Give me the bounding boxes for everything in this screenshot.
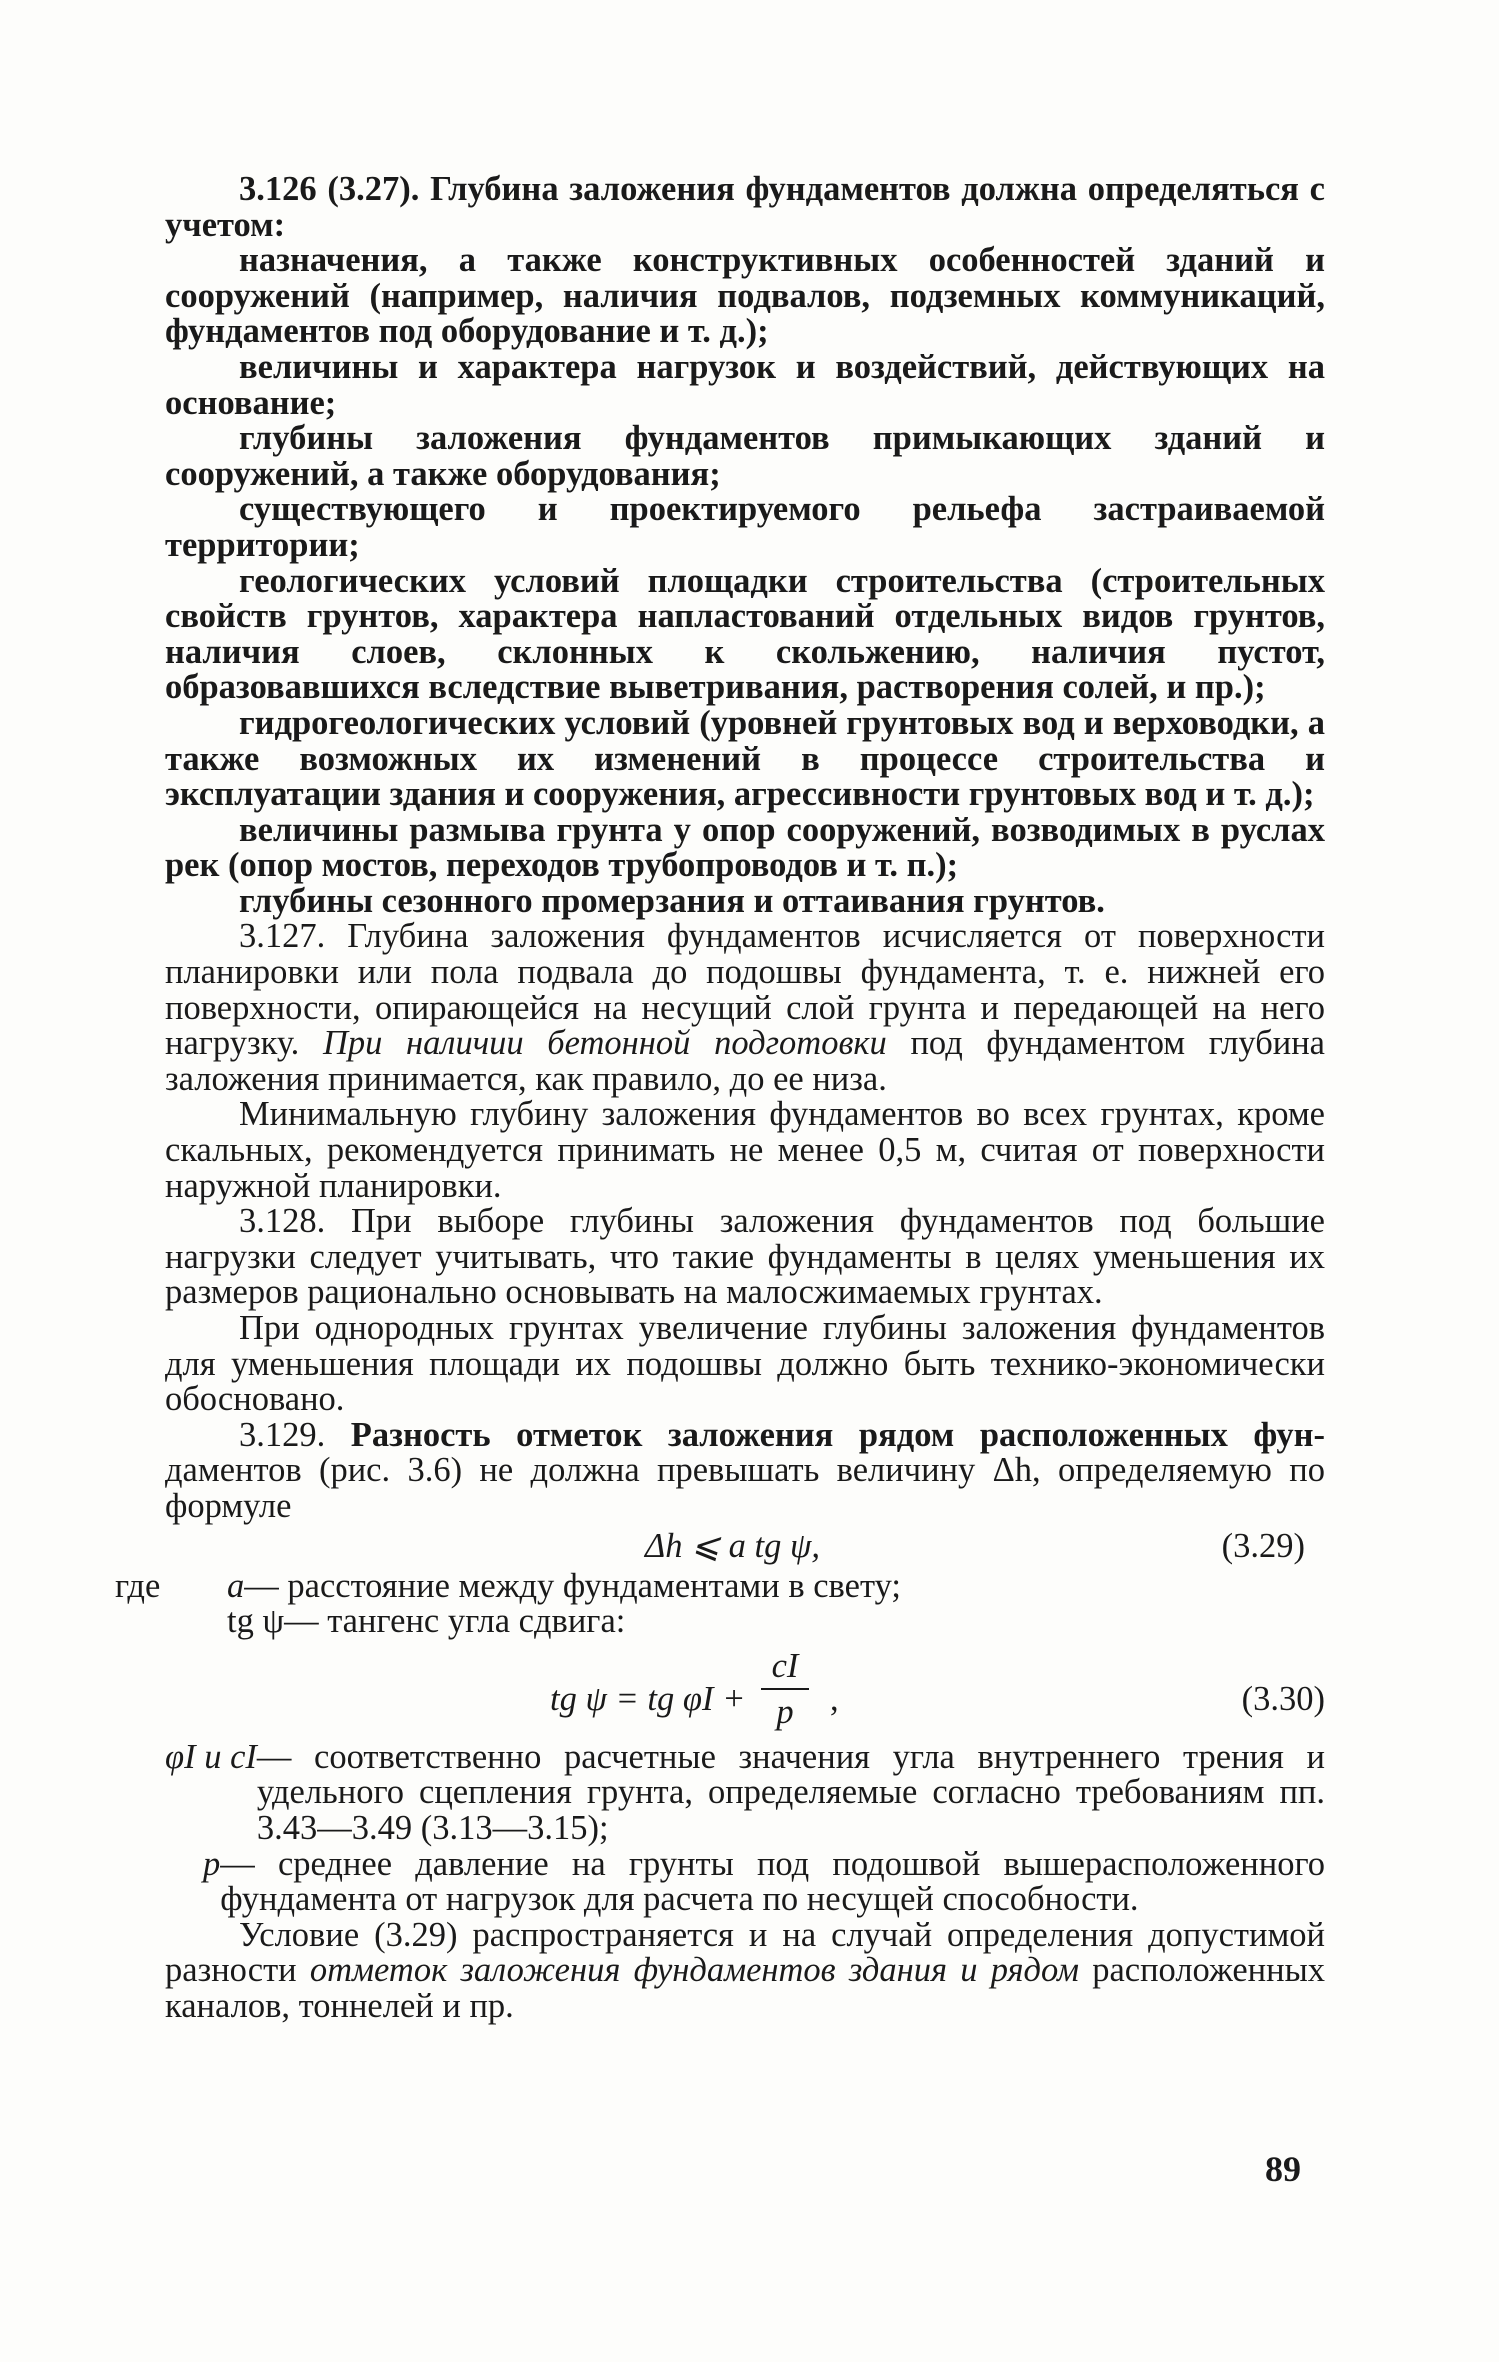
formula-3-29 (165, 1526, 1325, 1569)
section-3-127-text: 3.127. Глубина заложения фундаментов исчисляется от поверхности планировки или пола подвала до подошвы фундамента, т. е. нижней его поверхности, опирающейся на несущий слой грунта и передающей на него нагрузку. (165, 917, 1325, 1063)
definition-term: tg ψ (227, 1602, 285, 1641)
definition-term: p (203, 1844, 221, 1883)
definitions-block (115, 1566, 1325, 1641)
section-3-129-number: 3.129. (239, 1415, 326, 1454)
equation-number: (3.30) (1241, 1679, 1325, 1718)
definitions-block-2 (165, 1737, 1325, 1919)
equation-number: (3.29) (1221, 1526, 1305, 1565)
list-item: глубины сезонного промерзания и оттаивания грунтов. (239, 881, 1105, 920)
section-3-129-paragraph (165, 1415, 1325, 1525)
where-label: где (115, 1566, 161, 1605)
list-item: назначения, а также конструктивных особенностей зданий и сооружений (например, наличия подвалов, подземных коммуникаций, фундаментов под оборудование и т. д.); (165, 241, 1325, 351)
definition-row (165, 1737, 1325, 1847)
definition-desc: — соответственно расчетные значения угла внутреннего трения и удельного сцепления грунта, определяемые согласно требованиям пп. 3.43—3.49 (3.13—3.15); (256, 1737, 1325, 1847)
definition-row (165, 1844, 1325, 1919)
list-item: геологических условий площадки строительства (строительных свойств грунтов, характера напластований отдельных видов грунтов, наличия слоев, склонных к скольжению, наличия пустот, образовавшихся вследствие выветривания, растворения солей, и пр.); (165, 561, 1325, 707)
formula-expression: Δh ⩽ a tg ψ, (645, 1526, 821, 1565)
condition-text: Условие (3.29) распространяется и на случай определения допустимой разности (165, 1915, 1325, 1990)
list-item: величины и характера нагрузок и воздействий, действующих на основание; (165, 347, 1325, 422)
section-3-128-paragraph-2: При однородных грунтах увеличение глубины заложения фундаментов для уменьшения площади их подошвы должно быть технико-экономически обосновано. (165, 1309, 1325, 1419)
section-3-129-bold: Разность отметок заложения рядом расположенных фун- (325, 1415, 1325, 1454)
definition-row (115, 1566, 1325, 1605)
text-column (115, 170, 1325, 2025)
section-3-127-paragraph-2: Минимальную глубину заложения фундаментов во всех грунтах, кроме скальных, рекомендуется принимать не менее 0,5 м, считая от поверхности наружной планировки. (165, 1095, 1325, 1205)
formula-3-30 (165, 1644, 1325, 1740)
section-3-128-paragraph: 3.128. При выборе глубины заложения фундаментов под большие нагрузки следует учитывать, что такие фундаменты в целях уменьшения их размеров рационально основывать на малосжимаемых грунтах. (165, 1202, 1325, 1312)
definition-desc: — расстояние между фундаментами в свету; (244, 1566, 901, 1605)
section-3-127-italic: При наличии бетонной подготовки (299, 1024, 887, 1063)
fraction-denominator: p (776, 1692, 794, 1731)
fraction-numerator: cI (771, 1646, 799, 1685)
section-3-127-text-end: под фундаментом глубина заложения принимается, как правило, до ее низа. (165, 1024, 1325, 1098)
definition-term: φI и cI (165, 1737, 257, 1776)
condition-italic: отметок заложения фундаментов здания и рядом (296, 1951, 1079, 1990)
section-3-127-paragraph (165, 919, 1325, 1097)
page-number: 89 (1265, 2149, 1301, 2189)
definition-row (115, 1604, 1325, 1640)
formula-expression: tg ψ = tg φI + (550, 1679, 746, 1718)
list-item: величины размыва грунта у опор сооружений, возводимых в руслах рек (опор мостов, переходов трубопроводов и т. п.); (165, 810, 1325, 885)
definition-term: a (227, 1566, 245, 1605)
definition-desc: — среднее давление на грунты под подошвой вышерасположенного фундамента от нагрузок для расчета по несущей способности. (220, 1844, 1325, 1919)
definition-desc: — тангенс угла сдвига: (284, 1602, 626, 1641)
list-item: гидрогеологических условий (уровней грунтовых вод и верховодки, а также возможных их изменений в процессе строительства и эксплуатации здания и сооружения, агрессивности грунтовых вод и т. д.); (165, 703, 1325, 814)
condition-text-end: расположенных каналов, тоннелей и пр. (165, 1951, 1325, 2025)
formula-comma: , (830, 1679, 839, 1718)
list-item: глубины заложения фундаментов примыкающих зданий и сооружений, а также оборудования; (165, 419, 1325, 493)
section-3-129-text: даментов (рис. 3.6) не должна превышать величину Δh, определяемую по формуле (165, 1451, 1325, 1525)
condition-paragraph (165, 1915, 1325, 2025)
section-3-126-lead: 3.126 (3.27). Глубина заложения фундаментов должна определяться с учетом: (165, 170, 1325, 244)
list-item: существующего и проектируемого рельефа застраиваемой территории; (165, 490, 1325, 564)
fraction (755, 1644, 815, 1734)
